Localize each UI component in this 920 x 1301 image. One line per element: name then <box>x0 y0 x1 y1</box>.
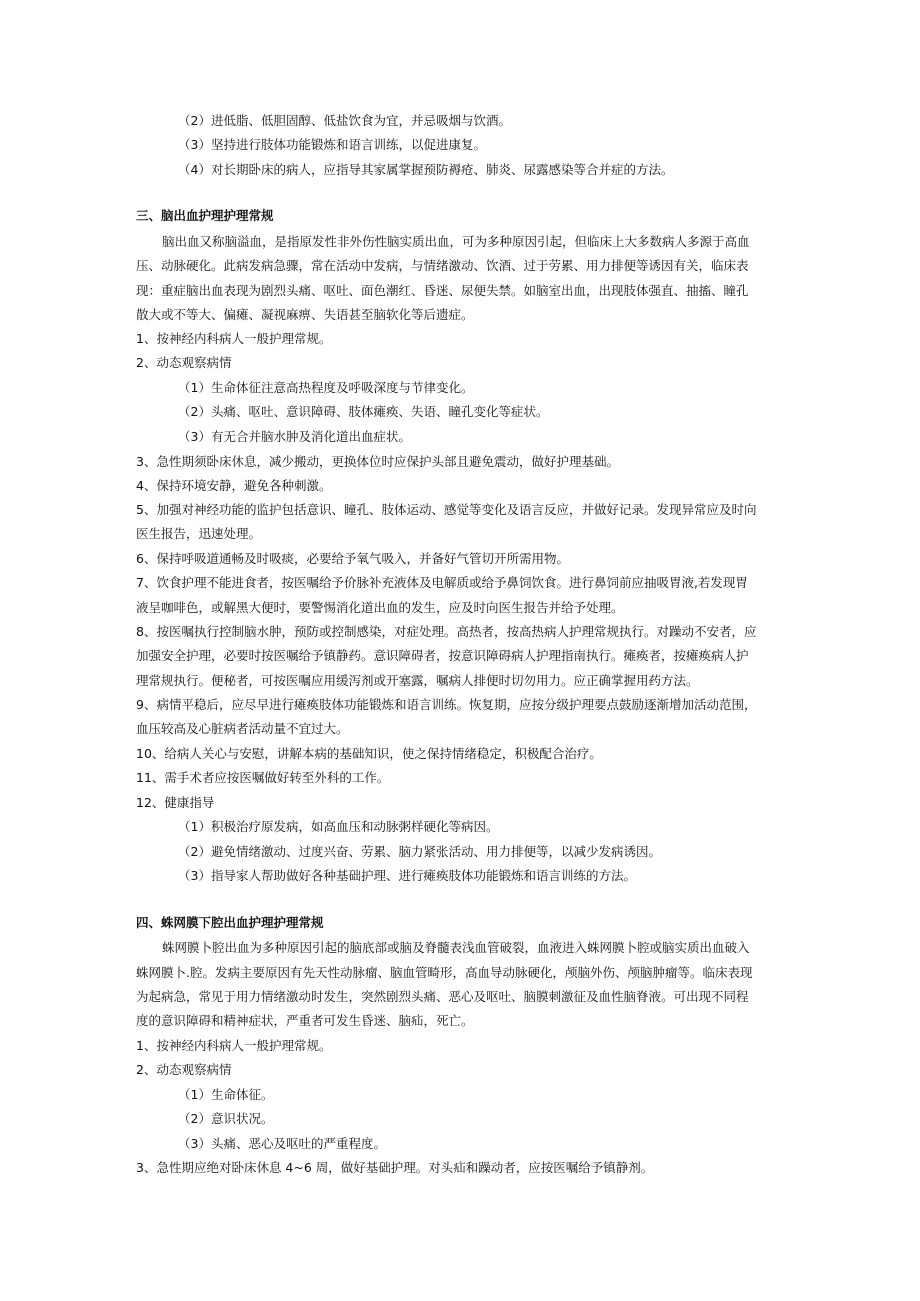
s3-health-2: （2）避免情绪激动、过度兴奋、劳累、脑力紧张活动、用力排便等，以减少发病诱因。 <box>178 844 661 859</box>
section-4-intro-1: 蛛网膜卜腔出血为多种原因引起的脑底部或脑及脊髓表浅血管破裂，血液进入蛛网膜卜腔或脑实质出血破入 <box>162 940 750 955</box>
section-3-intro-3: 现：重症脑出血表现为剧烈头痛、呕吐、面色潮红、昏迷、尿便失禁。如脑室出血，出现肢体强直、抽搐、瞳孔 <box>136 283 749 298</box>
s3-line-7a: 7、饮食护理不能进食者，按医嘱给予价脉补充液体及电解质或给予鼻饲饮食。进行鼻饲前应抽吸胃液,若发现胃 <box>136 575 748 590</box>
s3-health-1: （1）积极治疗原发病，如高血压和动脉粥样硬化等病因。 <box>178 819 499 834</box>
s4-line-1: 1、按神经内科病人一般护理常规。 <box>136 1038 332 1053</box>
section-3-intro-1: 脑出血又称脑溢血，是指原发性非外伤性脑实质出血，可为多种原因引起，但临床上大多数病人多源于高血 <box>162 234 750 249</box>
s3-line-8c: 理常规执行。便秘者，可按医嘱应用缓泻剂或开塞露，嘱病人排便时切勿用力。应正确掌握用药方法。 <box>136 673 699 688</box>
s3-line-9b: 血压较高及心脏病者活动量不宜过大。 <box>136 721 349 736</box>
section-3-intro-4: 散大或不等大、偏瘫、凝视麻痹、失语甚至脑软化等后遗症。 <box>136 307 474 322</box>
prev-item-2: （2）进低脂、低胆固醇、低盐饮食为宜，并忌吸烟与饮酒。 <box>178 113 511 128</box>
section-4-intro-2: 蛛网膜卜.腔。发病主要原因有先天性动脉瘤、脑血管畸形，高血导动脉硬化，颅脑外伤、颅脑肿瘤等。临床表现 <box>136 965 753 980</box>
s3-line-12: 12、健康指导 <box>136 795 215 810</box>
s4-sub-2: （2）意识状况。 <box>178 1111 274 1126</box>
s3-line-4: 4、保持环境安静，避免各种刺激。 <box>136 478 332 493</box>
prev-item-4: （4）对长期卧床的病人，应指导其家属掌握预防褥疮、肺炎、尿露感染等合并症的方法。 <box>178 162 674 177</box>
s4-line-3: 3、急性期应绝对卧床休息 4~6 周，做好基础护理。对头疝和躁动者，应按医嘱给予镇静剂。 <box>136 1160 654 1175</box>
prev-item-3: （3）坚持进行肢体功能锻炼和语言训练，以促进康复。 <box>178 137 486 152</box>
s3-line-9a: 9、病情平稳后，应尽早进行瘫痪肢体功能锻炼和语言训练。恢复期，应按分级护理要点鼓励逐渐增加活动范围， <box>136 697 757 712</box>
s4-sub-3: （3）头痛、恶心及呕吐的严重程度。 <box>178 1136 386 1151</box>
s3-line-2: 2、动态观察病情 <box>136 355 232 370</box>
s3-line-7b: 液呈咖啡色，或解黑大便时，要警惕消化道出血的发生，应及时向医生报告并给予处理。 <box>136 600 624 615</box>
s4-sub-1: （1）生命体征。 <box>178 1087 274 1102</box>
section-4-heading: 四、蛛网膜下腔出血护理护理常规 <box>136 915 324 930</box>
s3-line-8b: 加强安全护理，必要时按医嘱给予镇静药。意识障碍者，按意识障碍病人护理指南执行。瘫痪者，按瘫痪病人护 <box>136 648 749 663</box>
s3-line-5a: 5、加强对神经功能的监护包括意识、瞳孔、肢体运动、感觉等变化及语言反应，并做好记录。发现异常应及时向 <box>136 502 757 517</box>
s3-line-5b: 医生报告，迅速处理。 <box>136 526 262 541</box>
s3-sub-3: （3）有无合并脑水肿及消化道出血症状。 <box>178 429 411 444</box>
s3-line-10: 10、给病人关心与安慰，讲解本病的基础知识，使之保持情绪稳定，积极配合治疗。 <box>136 746 602 761</box>
s3-sub-2: （2）头痛、呕吐、意识障碍、肢体瘫痪、失语、瞳孔变化等症状。 <box>178 404 549 419</box>
s3-line-8a: 8、按医嘱执行控制脑水肿，预防或控制感染，对症处理。高热者，按高热病人护理常规执行。对躁动不安者，应 <box>136 624 757 639</box>
s3-sub-1: （1）生命体征注意高热程度及呼吸深度与节律变化。 <box>178 380 474 395</box>
s3-line-6: 6、保持呼吸道通畅及时吸痰，必要给予氧气吸入，并备好气管切开所需用物。 <box>136 551 569 566</box>
section-4-intro-4: 度的意识障碍和精神症状，严重者可发生昏迷、脑疝，死亡。 <box>136 1013 474 1028</box>
s3-health-3: （3）指导家人帮助做好各种基础护理、进行瘫痪肢体功能锻炼和语言训练的方法。 <box>178 868 636 883</box>
s3-line-11: 11、需手术者应按医嘱做好转至外科的工作。 <box>136 770 390 785</box>
s3-line-3: 3、急性期须卧床休息，减少搬动，更换体位时应保护头部且避免震动，做好护理基础。 <box>136 454 619 469</box>
s3-line-1: 1、按神经内科病人一般护理常规。 <box>136 331 332 346</box>
section-3-heading: 三、脑出血护理护理常规 <box>136 208 274 223</box>
s4-line-2: 2、动态观察病情 <box>136 1062 232 1077</box>
section-3-intro-2: 压、动脉硬化。此病发病急骤，常在活动中发病，与情绪激动、饮酒、过于劳累、用力排便等诱因有关，临床表 <box>136 258 749 273</box>
section-4-intro-3: 为起病急，常见于用力情绪激动时发生，突然剧烈头痛、恶心及呕吐、脑膜刺激征及血性脑脊液。可出现不同程 <box>136 989 749 1004</box>
